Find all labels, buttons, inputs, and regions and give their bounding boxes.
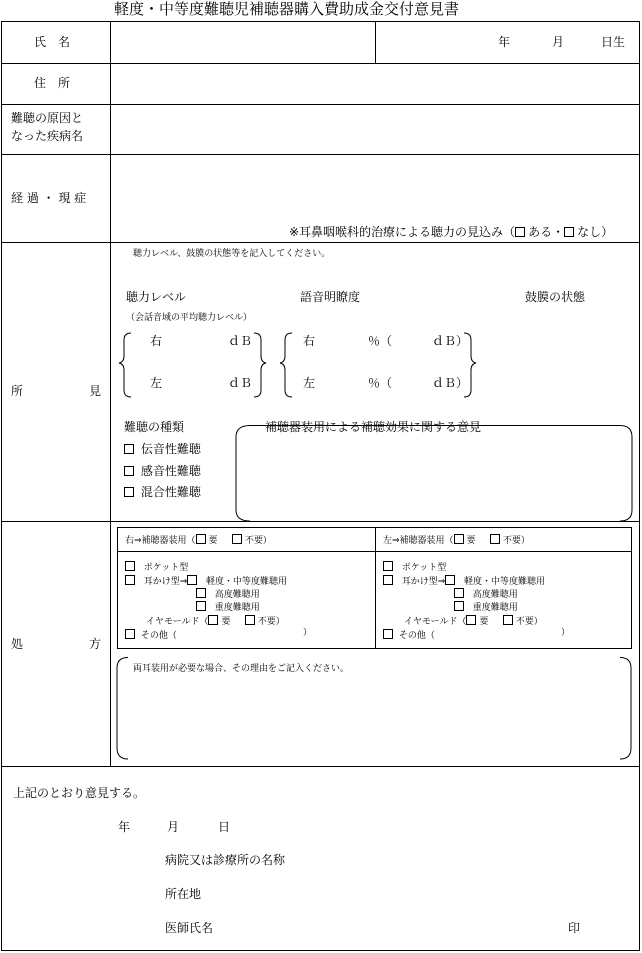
hearing-level-heading: 聴力レベル xyxy=(126,290,187,304)
hearing-right-label: 右 xyxy=(150,334,163,348)
left-earmold-need-checkbox[interactable] xyxy=(466,615,476,625)
left-need-checkbox[interactable] xyxy=(454,534,464,544)
left-other-close: ） xyxy=(561,628,571,638)
right-ear-hook-checkbox[interactable] xyxy=(125,575,135,585)
left-high[interactable]: 高度難聴用 xyxy=(454,588,518,600)
course-label: 経 過 ・ 現 症 xyxy=(11,191,87,205)
right-mild-checkbox[interactable] xyxy=(187,575,197,585)
prescription-label-1: 処 xyxy=(11,637,24,651)
left-pocket-checkbox[interactable] xyxy=(383,561,393,571)
date-month-label: 月 xyxy=(167,820,180,834)
clarity-left-label: 左 xyxy=(303,376,316,390)
right-high-checkbox[interactable] xyxy=(196,588,206,598)
address-label: 住 所 xyxy=(34,76,71,90)
clarity-left-pct: ％（ xyxy=(368,376,393,390)
left-high-checkbox[interactable] xyxy=(454,588,464,598)
right-severe-checkbox[interactable] xyxy=(196,601,206,611)
binaural-reason-note: 両耳装用が必要な場合、その理由をご記入ください。 xyxy=(133,664,350,674)
eardrum-heading: 鼓膜の状態 xyxy=(525,290,586,304)
left-other-checkbox[interactable] xyxy=(383,629,393,639)
birth-month-label: 月 xyxy=(552,35,565,49)
findings-label-1: 所 xyxy=(11,384,24,398)
hospital-name-label: 病院又は診療所の名称 xyxy=(165,853,286,867)
findings-instruction: 聴力レベル、鼓膜の状態等を記入してください。 xyxy=(133,249,331,259)
clarity-left-db: ｄＢ） xyxy=(432,376,469,390)
hearing-left-label: 左 xyxy=(150,376,163,390)
binaural-reason-field[interactable] xyxy=(130,680,620,754)
location-label: 所在地 xyxy=(165,887,202,901)
left-mild-checkbox[interactable] xyxy=(445,575,455,585)
type-sensorineural[interactable]: 感音性難聴 xyxy=(124,465,201,477)
hearing-left-db: ｄＢ xyxy=(228,376,253,390)
left-earmold-no-checkbox[interactable] xyxy=(503,615,513,625)
type-mixed[interactable]: 混合性難聴 xyxy=(124,486,201,498)
left-no-need-checkbox[interactable] xyxy=(490,534,500,544)
conductive-checkbox[interactable] xyxy=(124,444,134,454)
type-conductive[interactable]: 伝音性難聴 xyxy=(124,443,201,455)
left-ear-header: 左⇒補聴器装用（ 要 不要） xyxy=(383,536,530,546)
right-earmold-need-checkbox[interactable] xyxy=(208,615,218,625)
hearing-right-db: ｄＢ xyxy=(228,334,253,348)
right-need-checkbox[interactable] xyxy=(196,534,206,544)
clarity-right-label: 右 xyxy=(303,334,316,348)
right-no-need-checkbox[interactable] xyxy=(232,534,242,544)
sensorineural-checkbox[interactable] xyxy=(124,466,134,476)
left-pocket[interactable]: ポケット型 xyxy=(383,561,446,573)
right-earmold: イヤモールド（ 要 不要） xyxy=(146,617,285,627)
birth-day-label: 日生 xyxy=(601,35,626,49)
address-field[interactable] xyxy=(112,65,639,104)
mixed-checkbox[interactable] xyxy=(124,487,134,497)
left-severe[interactable]: 重度難聴用 xyxy=(454,601,518,613)
hearing-level-subheading: （会話音域の平均聴力レベル） xyxy=(126,313,253,323)
left-earmold: イヤモールド（ 要 不要） xyxy=(404,617,543,627)
right-high[interactable]: 高度難聴用 xyxy=(196,588,260,600)
prescription-label-2: 方 xyxy=(89,637,102,651)
left-ear-hook[interactable]: 耳かけ型⇒ 軽度・中等度難聴用 xyxy=(383,575,545,587)
right-pocket-checkbox[interactable] xyxy=(125,561,135,571)
right-ear-hook[interactable]: 耳かけ型⇒ 軽度・中等度難聴用 xyxy=(125,575,287,587)
speech-clarity-heading: 語音明瞭度 xyxy=(300,290,361,304)
clarity-right-pct: ％（ xyxy=(368,334,393,348)
doctor-name-label: 医師氏名 xyxy=(165,921,214,935)
right-other[interactable]: その他（ xyxy=(125,629,177,641)
date-day-label: 日 xyxy=(218,820,231,834)
prognosis-no-checkbox[interactable] xyxy=(564,227,574,237)
birth-year-label: 年 xyxy=(498,35,511,49)
seal-label: 印 xyxy=(568,921,581,935)
hearing-loss-type-heading: 難聴の種類 xyxy=(124,420,185,434)
date-year-label: 年 xyxy=(118,820,131,834)
left-other[interactable]: その他（ xyxy=(383,629,435,641)
right-severe[interactable]: 重度難聴用 xyxy=(196,601,260,613)
course-note: ※耳鼻咽喉科的治療による聴力の見込み（ ある・ なし） xyxy=(289,225,614,239)
prognosis-yes-checkbox[interactable] xyxy=(515,227,525,237)
findings-label-2: 見 xyxy=(89,384,102,398)
cause-field[interactable] xyxy=(112,106,639,154)
course-field[interactable] xyxy=(112,156,639,220)
right-pocket[interactable]: ポケット型 xyxy=(125,561,188,573)
name-field[interactable] xyxy=(112,23,374,63)
right-other-close: ） xyxy=(303,628,313,638)
right-other-checkbox[interactable] xyxy=(125,629,135,639)
form-title: 軽度・中等度難聴児補聴器購入費助成金交付意見書 xyxy=(114,0,460,18)
right-ear-header: 右⇒補聴器装用（ 要 不要） xyxy=(125,536,272,546)
clarity-right-db: ｄＢ） xyxy=(432,334,469,348)
cause-label-line2: なった疾病名 xyxy=(11,129,84,143)
effect-opinion-heading: 補聴器装用による補聴効果に関する意見 xyxy=(265,420,482,434)
cause-label-line1: 難聴の原因と xyxy=(11,111,84,125)
left-severe-checkbox[interactable] xyxy=(454,601,464,611)
name-label: 氏 名 xyxy=(34,35,71,49)
statement: 上記のとおり意見する。 xyxy=(13,786,146,800)
right-earmold-no-checkbox[interactable] xyxy=(245,615,255,625)
left-ear-hook-checkbox[interactable] xyxy=(383,575,393,585)
